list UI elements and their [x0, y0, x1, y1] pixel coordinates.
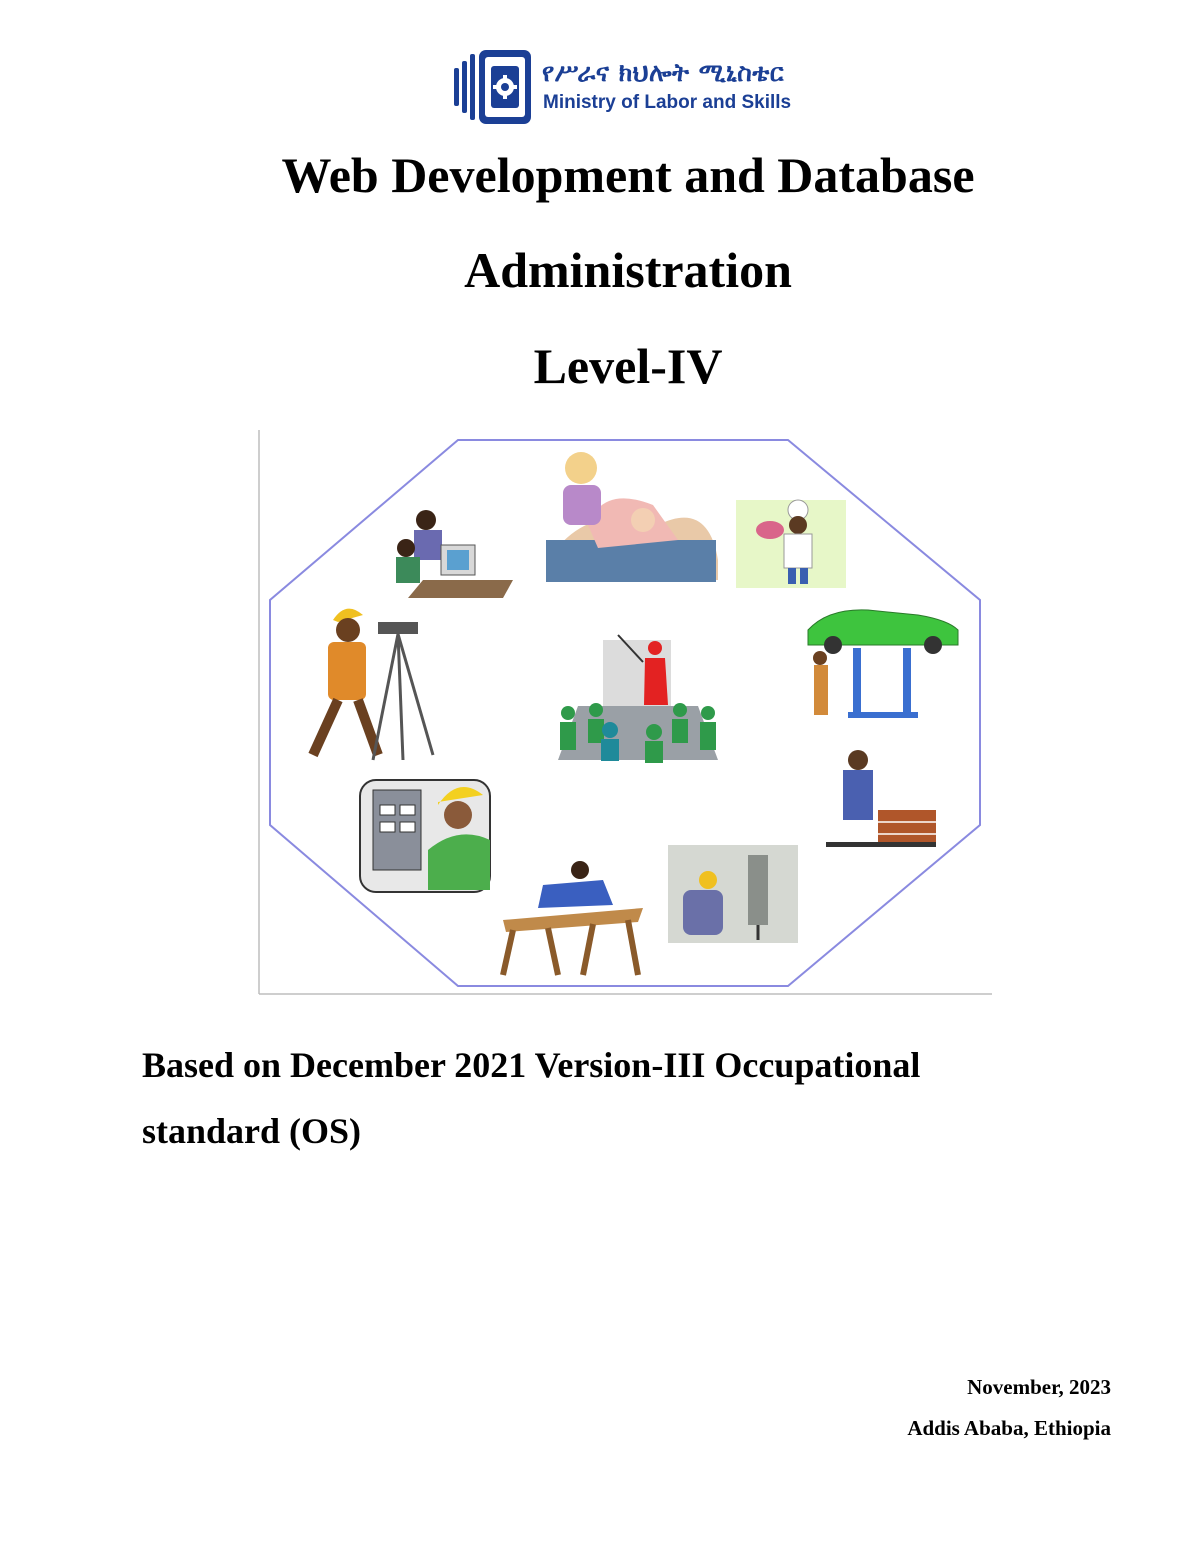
computer-users-icon: [396, 510, 513, 598]
electrician-icon: [360, 780, 490, 892]
publication-place: Addis Ababa, Ethiopia: [907, 1416, 1111, 1440]
nurse-icon: [546, 452, 718, 582]
level-title: Level-IV: [533, 338, 723, 394]
teacher-icon: [558, 635, 718, 763]
ministry-logo-icon: [452, 48, 534, 126]
title-line-1: Web Development and Database: [281, 147, 975, 203]
chef-icon: [736, 500, 846, 588]
based-on-statement: Based on December 2021 Version-III Occupational standard (OS): [142, 1045, 921, 1151]
title-line-2: Administration: [464, 242, 792, 298]
car-lift-icon: [808, 610, 958, 718]
publication-date: November, 2023: [967, 1375, 1111, 1399]
ministry-logo: [452, 48, 802, 126]
occupations-illustration: [258, 430, 992, 996]
driller-icon: [668, 845, 798, 943]
ministry-name-amharic: የሥራና ክህሎት ሚኒስቴር: [542, 58, 785, 87]
carpenter-icon: [503, 861, 643, 975]
bricklayer-icon: [826, 750, 936, 847]
ministry-name-english: Ministry of Labor and Skills: [543, 92, 792, 113]
surveyor-icon: [313, 609, 433, 760]
